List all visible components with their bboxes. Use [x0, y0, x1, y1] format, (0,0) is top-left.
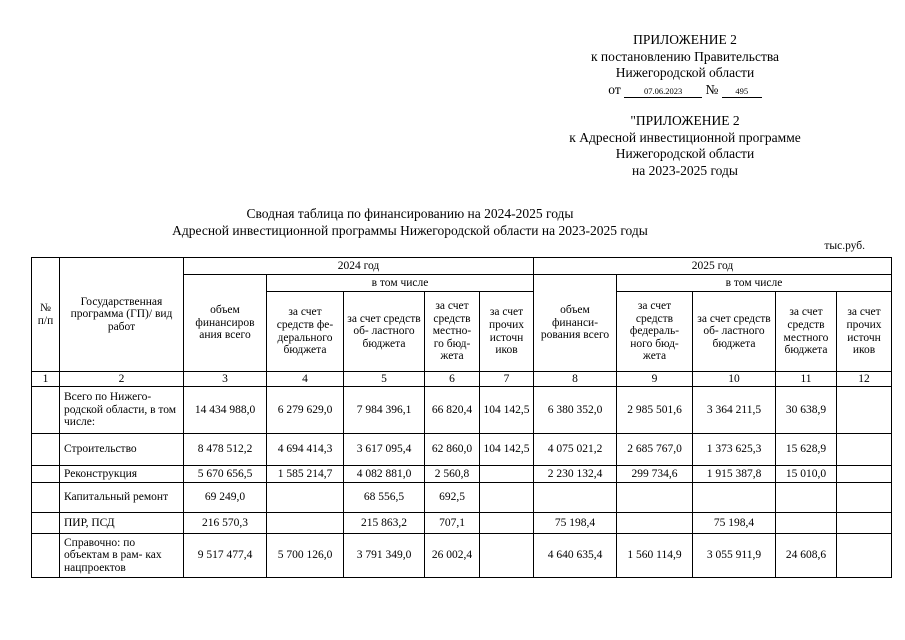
cell-total-2025: 75 198,4	[534, 513, 617, 534]
cell-regional-2024: 215 863,2	[344, 513, 425, 534]
column-numbers-row	[32, 372, 892, 387]
col-number: 8	[534, 372, 617, 387]
col-number: 12	[837, 372, 892, 387]
appendix-resolution: к постановлению Правительства	[590, 48, 780, 64]
cell-other-2025	[837, 534, 892, 578]
cell-regional-2024: 3 617 095,4	[344, 434, 425, 466]
col-number: 10	[693, 372, 776, 387]
row-num	[32, 387, 60, 434]
title-line-1: Сводная таблица по финансированию на 2024-2025 годы	[246, 206, 574, 221]
appendix-block	[540, 32, 830, 179]
table-row	[32, 387, 892, 434]
row-name: Реконструкция	[60, 466, 184, 483]
col-number: 6	[425, 372, 480, 387]
cell-regional-2024: 7 984 396,1	[344, 387, 425, 434]
cell-local-2025	[776, 513, 837, 534]
cell-regional-2025	[693, 483, 776, 513]
cell-federal-2025: 299 734,6	[617, 466, 693, 483]
table-row	[32, 434, 892, 466]
header-regional-2025: за счет средств об- ластного бюджета	[693, 292, 776, 372]
cell-other-2024	[480, 466, 534, 483]
col-number: 2	[60, 372, 184, 387]
cell-federal-2025	[617, 483, 693, 513]
col-number: 7	[480, 372, 534, 387]
cell-total-2024: 5 670 656,5	[184, 466, 267, 483]
appendix-region: Нижегородской области	[615, 65, 755, 80]
row-name: Справочно: по объектам в рам- ках нацпроектов	[60, 534, 184, 578]
cell-total-2025: 2 230 132,4	[534, 466, 617, 483]
header-num: № п/п	[32, 258, 60, 372]
cell-local-2024: 26 002,4	[425, 534, 480, 578]
cell-total-2024: 216 570,3	[184, 513, 267, 534]
cell-federal-2025: 2 985 501,6	[617, 387, 693, 434]
cell-regional-2025: 75 198,4	[693, 513, 776, 534]
table-row	[32, 513, 892, 534]
cell-local-2025: 30 638,9	[776, 387, 837, 434]
resolution-date: 07.06.2023	[624, 86, 702, 98]
header-federal-2024: за счет средств фе- дерального бюджета	[267, 292, 344, 372]
document-title	[90, 205, 730, 239]
cell-total-2024: 14 434 988,0	[184, 387, 267, 434]
col-number: 5	[344, 372, 425, 387]
header-federal-2025: за счет средств федераль- ного бюд- жета	[617, 292, 693, 372]
header-year-2024: 2024 год	[184, 258, 534, 275]
col-number: 9	[617, 372, 693, 387]
row-num	[32, 466, 60, 483]
cell-local-2024: 707,1	[425, 513, 480, 534]
appendix-title: ПРИЛОЖЕНИЕ 2	[633, 32, 737, 47]
row-name: Строительство	[60, 434, 184, 466]
program-appendix-period: на 2023-2025 годы	[632, 162, 738, 178]
financing-table	[31, 257, 892, 578]
table-row	[32, 483, 892, 513]
header-year-2025: 2025 год	[534, 258, 892, 275]
table-row	[32, 466, 892, 483]
title-line-2: Адресной инвестиционной программы Нижегородской области на 2023-2025 годы	[172, 223, 648, 238]
cell-regional-2024: 3 791 349,0	[344, 534, 425, 578]
cell-other-2024	[480, 513, 534, 534]
cell-local-2025: 15 628,9	[776, 434, 837, 466]
number-sign: №	[705, 81, 719, 97]
col-number: 11	[776, 372, 837, 387]
row-num	[32, 534, 60, 578]
cell-regional-2024: 4 082 881,0	[344, 466, 425, 483]
cell-other-2024: 104 142,5	[480, 387, 534, 434]
cell-local-2024: 66 820,4	[425, 387, 480, 434]
cell-local-2024: 692,5	[425, 483, 480, 513]
row-name: ПИР, ПСД	[60, 513, 184, 534]
row-num	[32, 434, 60, 466]
header-row-years	[32, 258, 892, 275]
col-number: 4	[267, 372, 344, 387]
appendix-date-line	[540, 82, 830, 99]
cell-federal-2024: 1 585 214,7	[267, 466, 344, 483]
cell-other-2025	[837, 387, 892, 434]
cell-total-2025: 4 640 635,4	[534, 534, 617, 578]
header-local-2024: за счет средств местно- го бюд- жета	[425, 292, 480, 372]
table-row	[32, 534, 892, 578]
program-appendix-program: к Адресной инвестиционной программе	[569, 129, 801, 145]
cell-federal-2025	[617, 513, 693, 534]
from-prefix: от	[608, 81, 621, 97]
cell-federal-2024: 4 694 414,3	[267, 434, 344, 466]
col-number: 1	[32, 372, 60, 387]
cell-local-2025	[776, 483, 837, 513]
cell-total-2024: 69 249,0	[184, 483, 267, 513]
header-other-2024: за счет прочих источн иков	[480, 292, 534, 372]
cell-other-2024	[480, 534, 534, 578]
cell-other-2025	[837, 513, 892, 534]
cell-total-2024: 9 517 477,4	[184, 534, 267, 578]
header-total-2024: объем финансиров ания всего	[184, 275, 267, 372]
header-local-2025: за счет средств местного бюджета	[776, 292, 837, 372]
cell-local-2024: 2 560,8	[425, 466, 480, 483]
cell-local-2025: 15 010,0	[776, 466, 837, 483]
cell-regional-2025: 3 364 211,5	[693, 387, 776, 434]
header-regional-2024: за счет средств об- ластного бюджета	[344, 292, 425, 372]
row-name: Капитальный ремонт	[60, 483, 184, 513]
row-num	[32, 483, 60, 513]
cell-regional-2025: 1 373 625,3	[693, 434, 776, 466]
header-including-2025: в том числе	[617, 275, 892, 292]
program-appendix-region: Нижегородской области	[615, 146, 755, 161]
program-appendix-title: "ПРИЛОЖЕНИЕ 2	[630, 113, 740, 128]
cell-federal-2024	[267, 513, 344, 534]
cell-local-2025: 24 608,6	[776, 534, 837, 578]
cell-regional-2025: 3 055 911,9	[693, 534, 776, 578]
cell-other-2025	[837, 434, 892, 466]
cell-total-2024: 8 478 512,2	[184, 434, 267, 466]
cell-total-2025: 4 075 021,2	[534, 434, 617, 466]
cell-federal-2025: 2 685 767,0	[617, 434, 693, 466]
cell-other-2024	[480, 483, 534, 513]
row-name: Всего по Нижего- родской области, в том числе:	[60, 387, 184, 434]
cell-other-2024: 104 142,5	[480, 434, 534, 466]
cell-total-2025: 6 380 352,0	[534, 387, 617, 434]
cell-other-2025	[837, 466, 892, 483]
header-program: Государственная программа (ГП)/ вид работ	[60, 258, 184, 372]
cell-regional-2024: 68 556,5	[344, 483, 425, 513]
row-num	[32, 513, 60, 534]
header-other-2025: за счет прочих источн иков	[837, 292, 892, 372]
header-total-2025: объем финанси- рования всего	[534, 275, 617, 372]
cell-local-2024: 62 860,0	[425, 434, 480, 466]
col-number: 3	[184, 372, 267, 387]
resolution-number: 495	[722, 86, 762, 98]
units-label: тыс.руб.	[824, 240, 865, 252]
cell-regional-2025: 1 915 387,8	[693, 466, 776, 483]
cell-other-2025	[837, 483, 892, 513]
cell-federal-2025: 1 560 114,9	[617, 534, 693, 578]
cell-federal-2024: 6 279 629,0	[267, 387, 344, 434]
cell-federal-2024: 5 700 126,0	[267, 534, 344, 578]
cell-total-2025	[534, 483, 617, 513]
cell-federal-2024	[267, 483, 344, 513]
header-including-2024: в том числе	[267, 275, 534, 292]
